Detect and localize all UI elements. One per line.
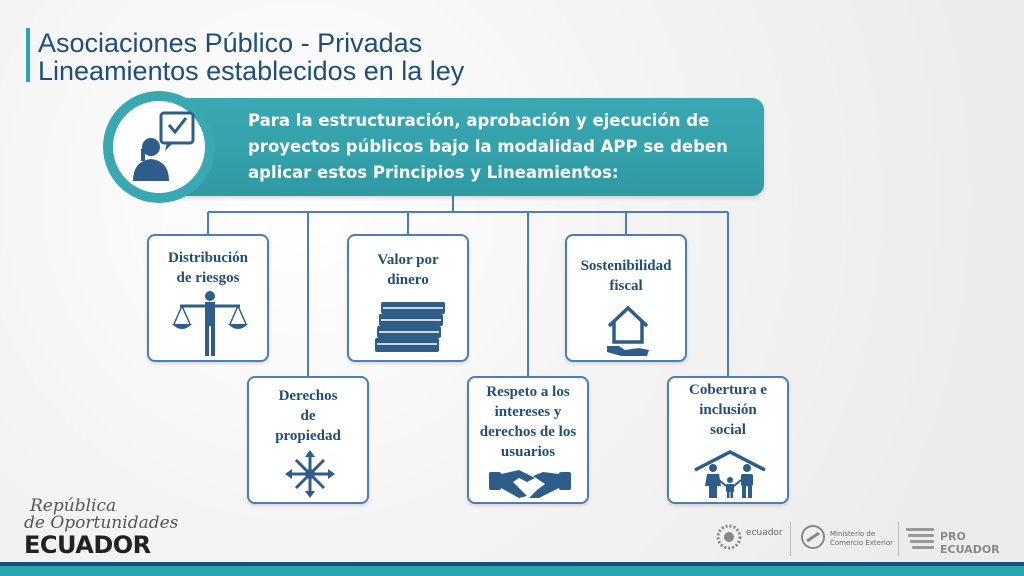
- footer-stripe: [0, 566, 1024, 576]
- balance-scale-person-icon: [170, 290, 250, 360]
- card-label-line: fiscal: [609, 278, 643, 294]
- card-label-valor: [349, 250, 467, 290]
- card-label-line: social: [710, 422, 746, 438]
- intro-line-3: aplicar estos Principios y Lineamientos:: [248, 163, 619, 182]
- card-label-line: Valor por: [377, 252, 439, 268]
- intro-line-1: Para la estructuración, aprobación y ejecución de: [248, 111, 710, 130]
- logo-ecuador-text: ecuador: [746, 528, 783, 538]
- intro-line-2: proyectos públicos bajo la modalidad APP se deben: [248, 137, 728, 156]
- card-respeto-usuarios: [467, 376, 589, 504]
- card-label-line: propiedad: [275, 428, 341, 444]
- logo-separator: [790, 522, 791, 556]
- card-label-line: de riesgos: [176, 270, 240, 286]
- house-in-hand-icon: [605, 304, 651, 358]
- card-label-derechos: [249, 386, 367, 446]
- card-label-line: intereses y: [494, 404, 562, 420]
- card-label-line: Sostenibilidad: [580, 258, 672, 274]
- intro-icon-circle: [113, 101, 205, 193]
- arrows-out-icon: [285, 450, 335, 498]
- card-label-respeto: [469, 382, 587, 462]
- proecuador-logo-icon: [906, 526, 936, 550]
- card-label-line: derechos de los: [479, 424, 577, 440]
- person-with-checklist-icon: [113, 101, 205, 193]
- brand-script-line-2: de Oportunidades: [24, 513, 179, 533]
- card-label-line: de: [300, 408, 316, 424]
- intro-text: [248, 108, 748, 186]
- logo-ministerio-line-2: Comercio Exterior: [830, 539, 893, 547]
- page-title: Asociaciones Público - Privadas: [38, 28, 423, 58]
- card-sostenibilidad-fiscal: [565, 234, 687, 362]
- logo-separator: [898, 522, 899, 556]
- card-label-line: Respeto a los: [486, 384, 570, 400]
- card-label-cobertura: [669, 380, 787, 440]
- card-label-line: dinero: [387, 272, 429, 288]
- card-label-line: inclusión: [699, 402, 757, 418]
- ecuador-sun-logo-icon: [716, 524, 742, 550]
- card-label-line: Cobertura e: [689, 382, 767, 398]
- handshake-icon: [489, 466, 571, 500]
- money-stack-icon: [373, 300, 447, 356]
- logo-proecuador-text: PRO ECUADOR: [940, 530, 1000, 556]
- ministerio-logo-icon: [800, 524, 826, 550]
- brand-script-line-1: República: [30, 496, 117, 516]
- card-cobertura-inclusion: [667, 376, 789, 504]
- card-valor-dinero: [347, 234, 469, 362]
- logo-ministerio-line-1: Ministerio de: [830, 530, 876, 538]
- card-distribucion-riesgos: [147, 234, 269, 362]
- card-label-distribucion: [149, 248, 267, 288]
- logo-ministerio-text: [830, 530, 893, 548]
- card-label-line: usuarios: [500, 444, 556, 460]
- card-label-sostenibilidad: [567, 256, 685, 296]
- card-label-line: Distribución: [167, 250, 248, 266]
- family-under-roof-icon: [691, 450, 769, 500]
- brand-script: [24, 498, 178, 532]
- page-subtitle: Lineamientos establecidos en la ley: [38, 56, 465, 86]
- card-derechos-propiedad: [247, 376, 369, 504]
- brand-logo-ecuador: ECUADOR: [24, 531, 151, 559]
- card-label-line: Derechos: [278, 388, 338, 404]
